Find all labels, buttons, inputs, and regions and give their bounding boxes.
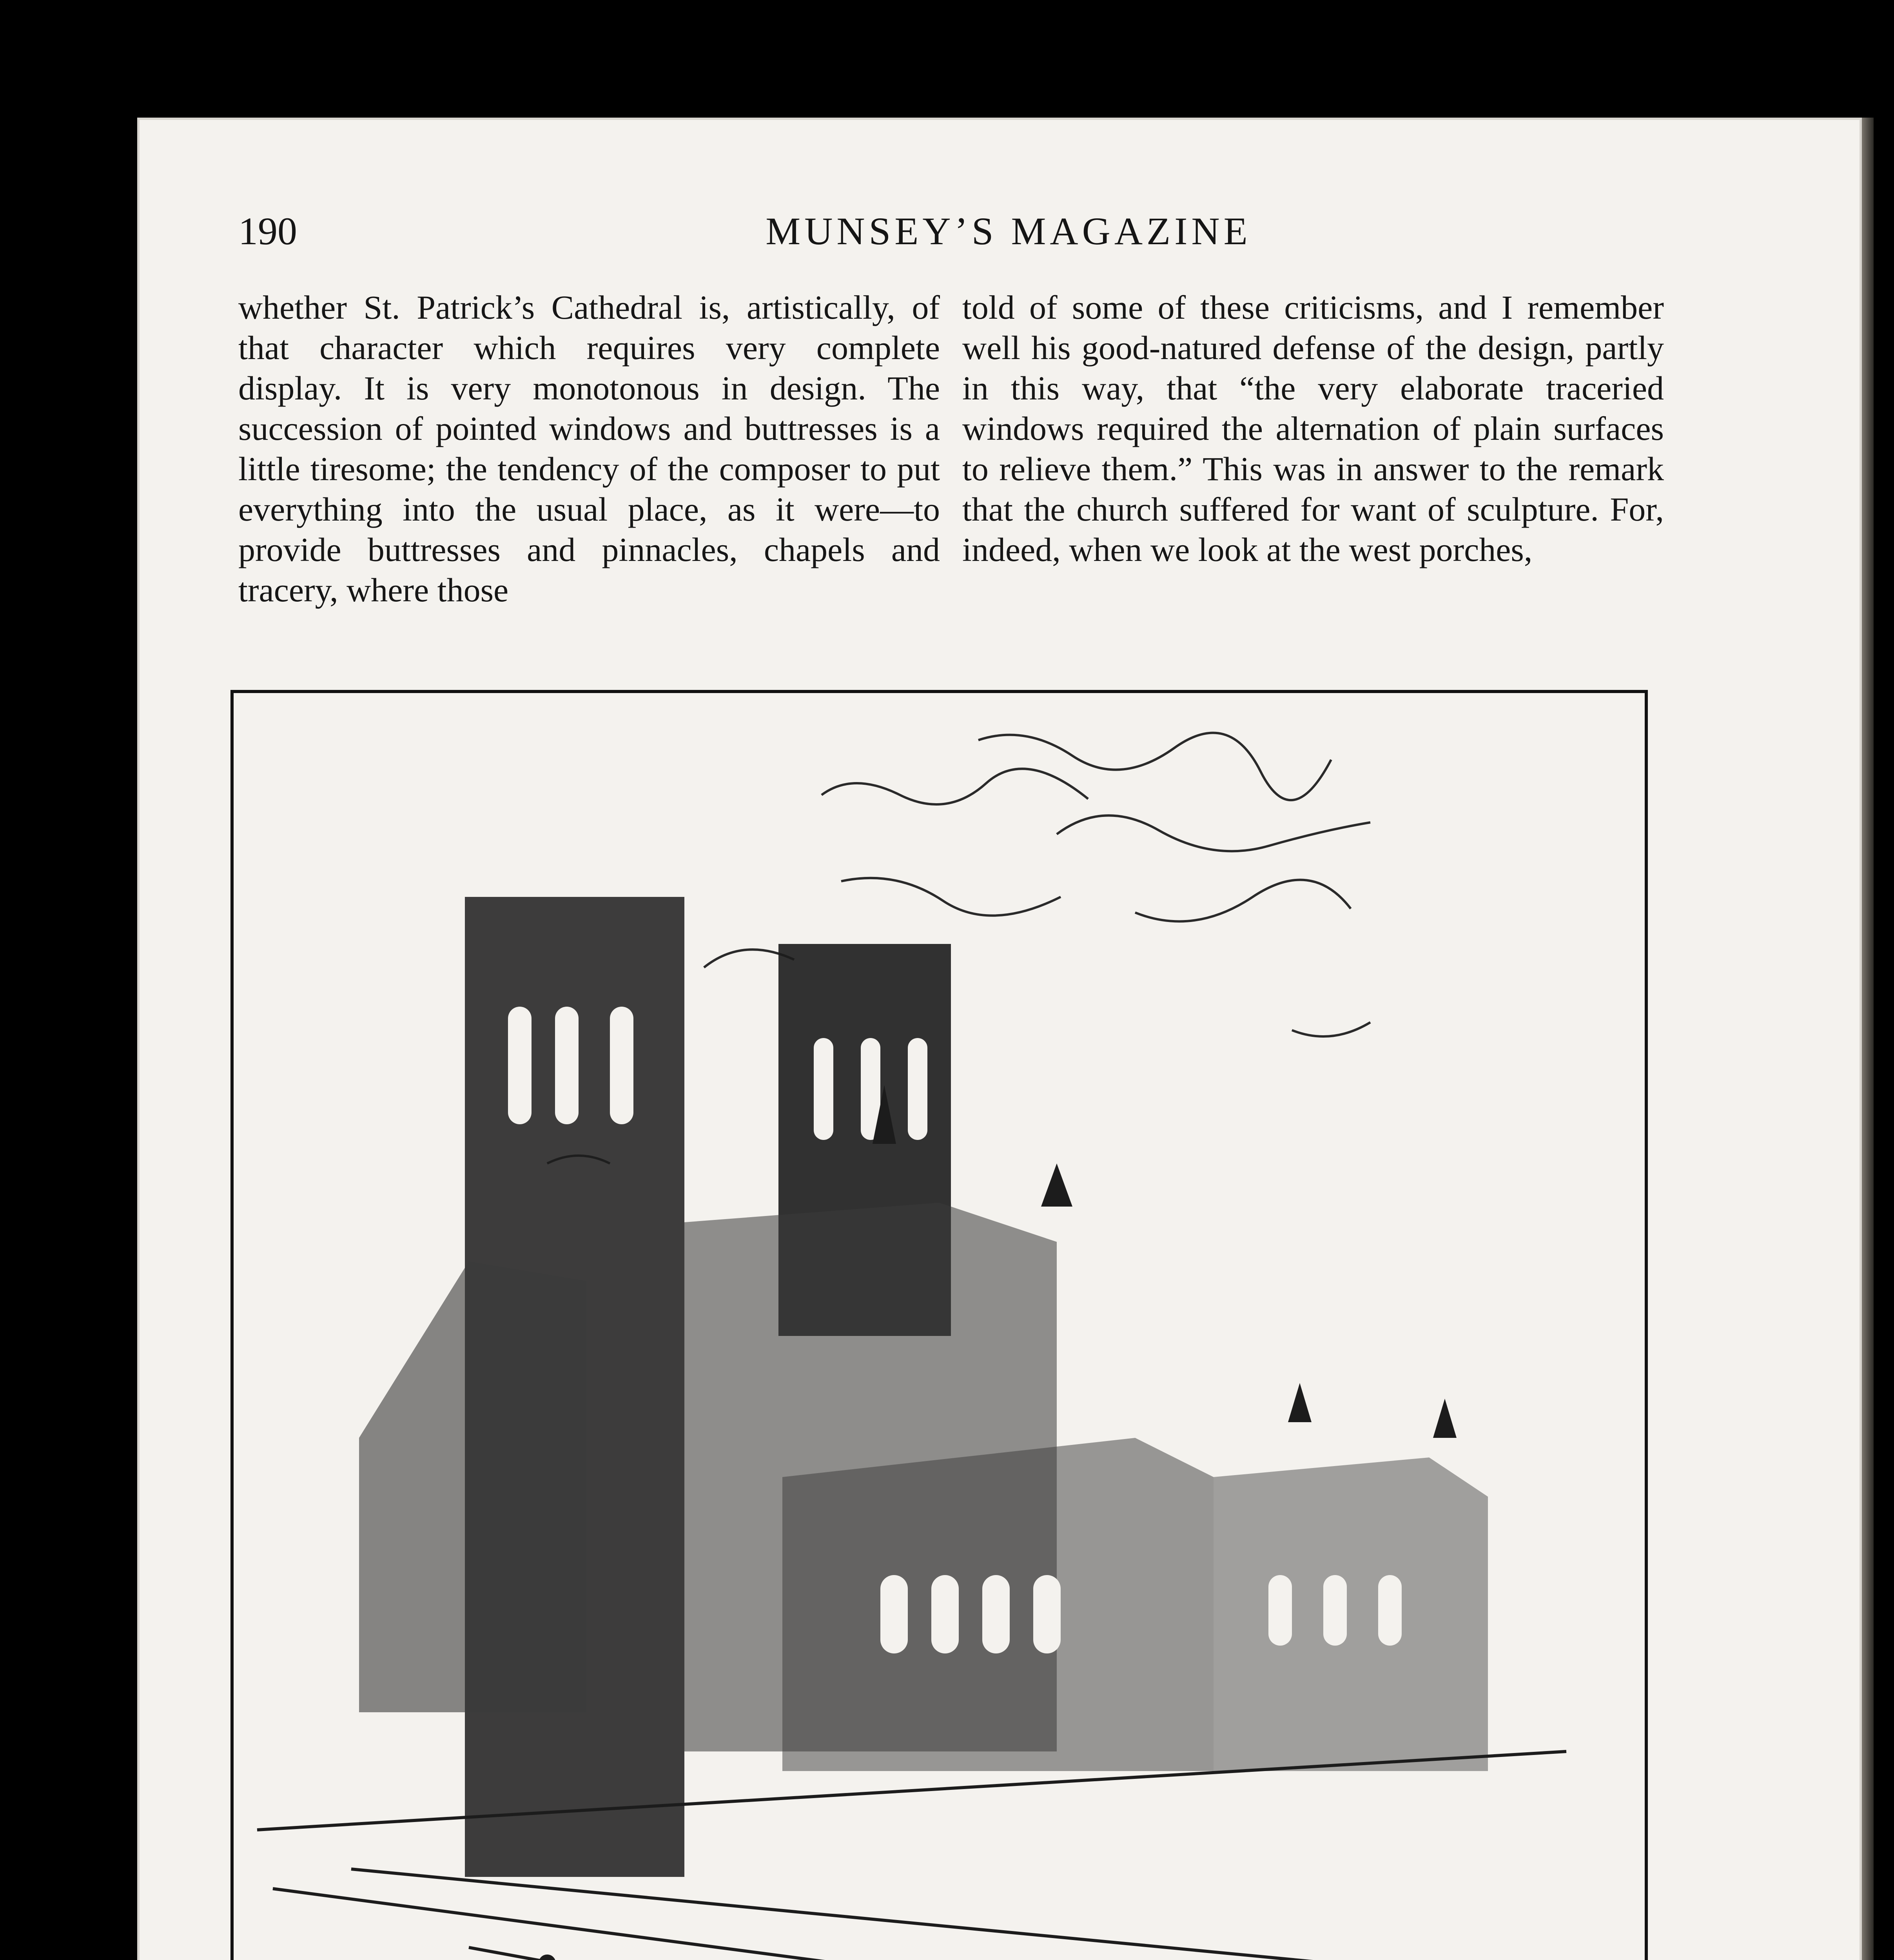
- page-header: [238, 209, 1779, 256]
- paragraph: whether St. Patrick’s Cathedral is, artistically, of that character which requires very complete display. It is very monotonous in design. The succession of pointed windows and buttresses is a little tiresome; the tendency of the composer to put everything into the usual place, as it were—to provide buttresses and pinnacles, chapels and tracery, where those: [238, 289, 940, 609]
- text-column-top-left: [238, 287, 940, 679]
- page-number: 190: [238, 209, 297, 253]
- paragraph: told of some of these criticisms, and I remember well his good-natured defense of the design, partly in this way, that “the very elaborate traceried windows required the alternation of plain surfaces to relieve them.” This was in answer to the remark that the church suffered for want of sculpture. For, indeed, when we look at the west porches,: [962, 289, 1664, 568]
- text-column-top-right: [962, 287, 1664, 679]
- cathedral-engraving-image: [234, 693, 1645, 1960]
- cathedral-illustration-figure: [230, 690, 1648, 1960]
- magazine-page: [137, 118, 1862, 1960]
- running-title: MUNSEY’S MAGAZINE: [766, 209, 1252, 253]
